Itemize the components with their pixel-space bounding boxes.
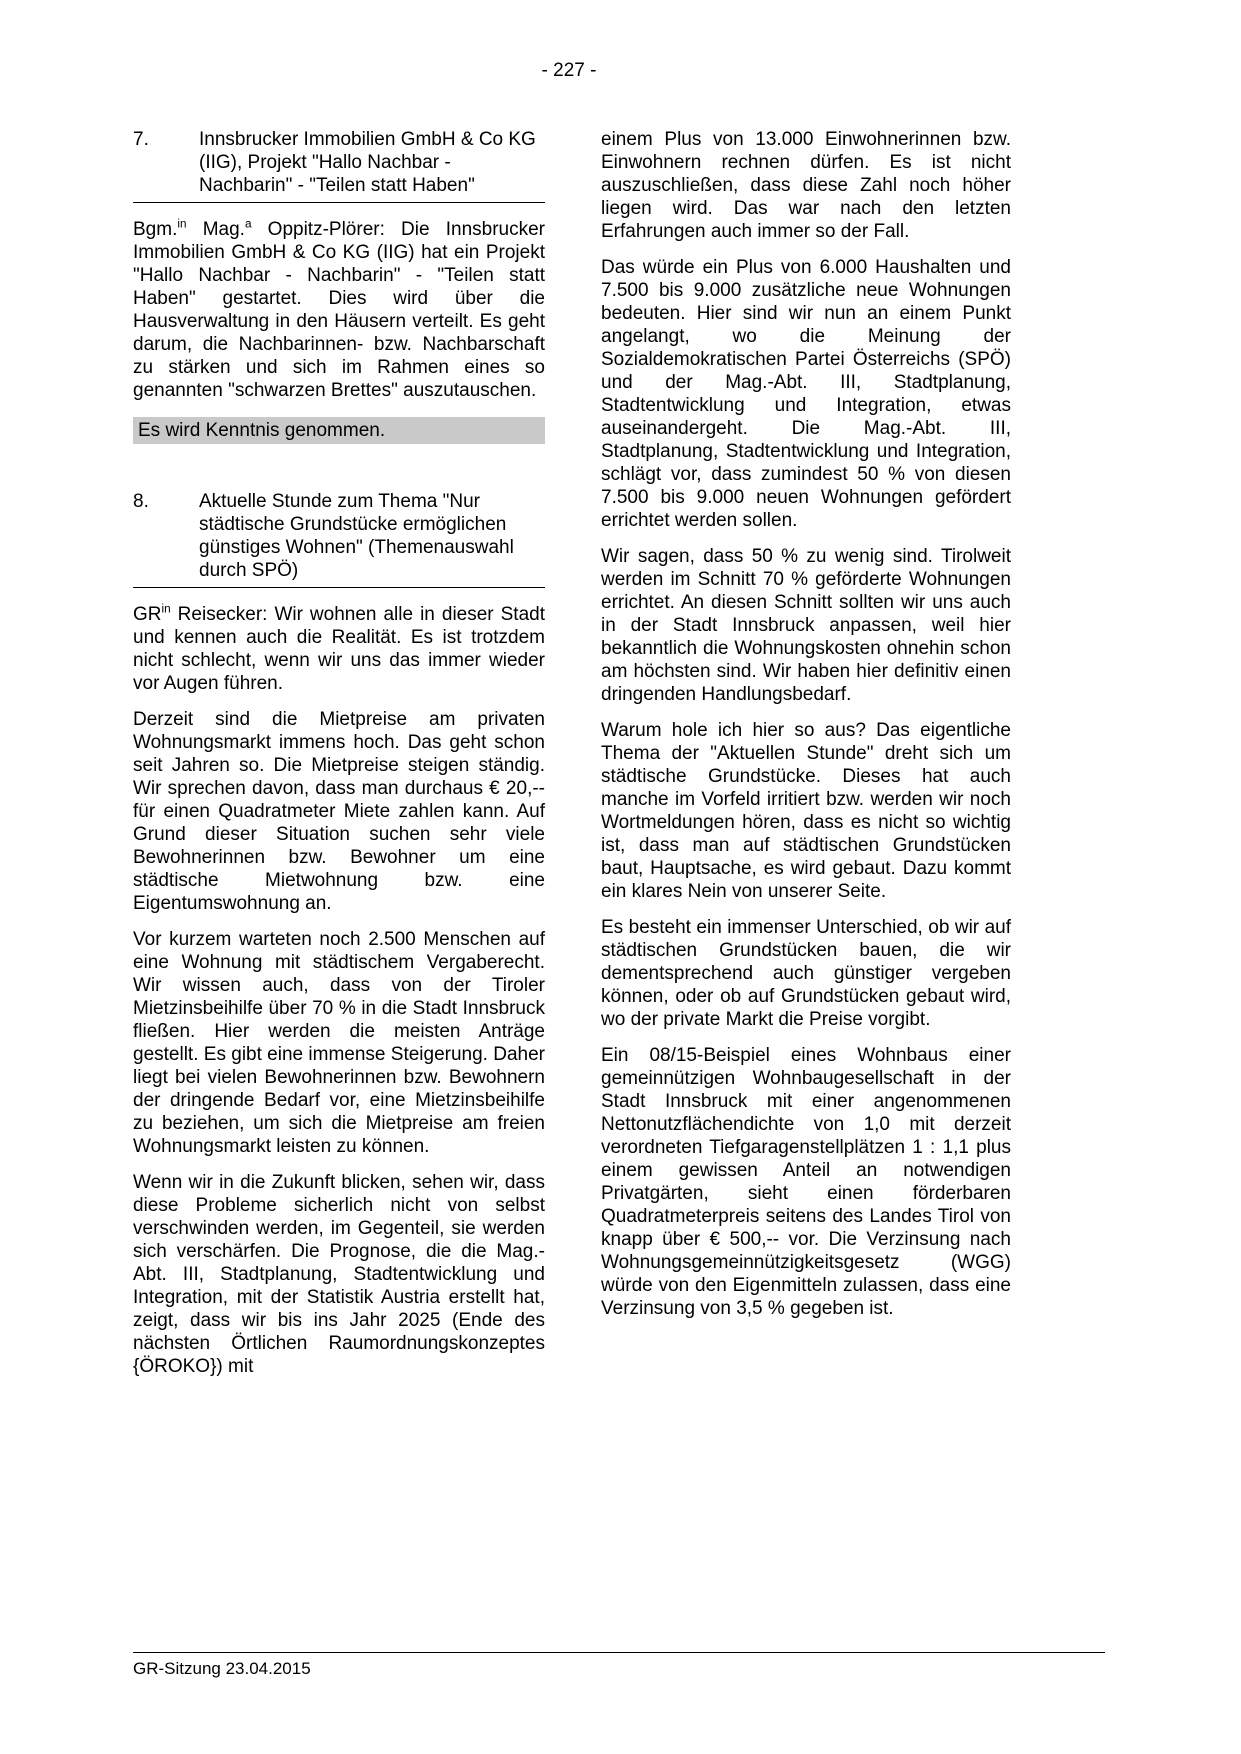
agenda-item-8 — [133, 490, 545, 1378]
speaker-name-mid: Mag. — [186, 219, 245, 240]
agenda-item-8-heading — [133, 490, 545, 588]
paragraph: Ein 08/15-Beispiel eines Wohnbaus einer gemeinnützigen Wohnbaugesellschaft in der Stadt Innsbruck mit einer angenommenen Nettonutzflächendichte von 1,0 mit derzeit verordneten Tiefgaragenstellplätzen 1 : 1,1 plus einem gewissen Anteil an notwendigen Privatgärten, sieht einen förderbaren Quadratmeterpreis seitens des Landes Tirol von knapp über € 500,-- vor. Die Verzinsung nach Wohnungsgemeinnützigkeitsgesetz (WGG) würde von den Eigenmitteln zulassen, dass eine Verzinsung von 3,5 % gegeben ist. — [601, 1045, 1011, 1319]
paragraph: Wenn wir in die Zukunft blicken, sehen wir, dass diese Probleme sicherlich nicht von selbst verschwinden werden, im Gegenteil, sie werden sich verschärfen. Die Prognose, die die Mag.-Abt. III, Stadtplanung, Stadtentwicklung und Integration, mit der Statistik Austria erstellt hat, zeigt, dass wir bis ins Jahr 2025 (Ende des nächsten Örtlichen Raumordnungskonzeptes {ÖROKO}) mit — [133, 1172, 545, 1377]
page-footer — [133, 1652, 1105, 1679]
resolution-note: Es wird Kenntnis genommen. — [133, 417, 545, 444]
speech-text: Reisecker: Wir wohnen alle in dieser Stadt und kennen auch die Realität. Es ist trotzdem nicht schlecht, wenn wir uns das immer wieder vor Augen führen. — [133, 604, 545, 694]
paragraph: Warum hole ich hier so aus? Das eigentliche Thema der "Aktuellen Stunde" dreht sich um städtische Grundstücke. Dieses hat auch manche im Vorfeld irritiert bzw. werden wir noch Wortmeldungen hören, dass es nicht so wichtig ist, dass man auf städtischen Grundstücken baut, Hauptsache, es wird gebaut. Dazu kommt ein klares Nein von unserer Seite. — [601, 720, 1011, 902]
paragraph: Das würde ein Plus von 6.000 Haushalten und 7.500 bis 9.000 zusätzliche neue Wohnungen bedeuten. Hier sind wir nun an einem Punkt angelangt, wo die Meinung der Sozialdemokratischen Partei Österreichs (SPÖ) und der Mag.-Abt. III, Stadtplanung, Stadtentwicklung und Integration, etwas auseinandergeht. Die Mag.-Abt. III, Stadtplanung, Stadtentwicklung und Integration, schlägt vor, dass zumindest 50 % von diesen 7.500 bis 9.000 neuen Wohnungen gefördert errichtet werden sollen. — [601, 257, 1011, 531]
paragraph: Vor kurzem warteten noch 2.500 Menschen auf eine Wohnung mit städtischem Vergaberecht. Wir wissen auch, dass von der Tiroler Mietzinsbeihilfe über 70 % in die Stadt Innsbruck fließen. Hier werden die meisten Anträge gestellt. Es gibt eine immense Steigerung. Daher liegt bei vielen Bewohnerinnen bzw. Bewohnern der dringende Bedarf vor, eine Mietzinsbeihilfe zu beziehen, um sich die Mietpreise am freien Wohnungsmarkt leisten zu können. — [133, 929, 545, 1157]
speech-text: Oppitz-Plörer: Die Innsbrucker Immobilien GmbH & Co KG (IIG) hat ein Projekt "Hallo Nachbar - Nachbarin" - "Teilen statt Haben" gestartet. Dies wird über die Hausverwaltung in den Häusern verteilt. Es geht darum, die Nachbarinnen- bzw. Nachbarschaft zu stärken und sich im Rahmen eines so genannten "schwarzen Brettes" auszutauschen. — [133, 219, 545, 401]
agenda-item-7-number: 7. — [133, 129, 149, 150]
paragraph: Es besteht ein immenser Unterschied, ob wir auf städtischen Grundstücken bauen, die wir dementsprechend auch günstiger vergeben können, oder ob auf Grundstücken gebaut wird, wo der private Markt die Preise vorgibt. — [601, 917, 1011, 1030]
paragraph: Wir sagen, dass 50 % zu wenig sind. Tirolweit werden im Schnitt 70 % geförderte Wohnungen errichtet. An diesen Schnitt sollten wir uns auch in der Stadt Innsbruck anpassen, weil hier bekanntlich die Wohnungskosten ohnehin schon am höchsten sind. Wir haben hier definitiv einen dringenden Handlungsbedarf. — [601, 546, 1011, 705]
agenda-item-8-number: 8. — [133, 491, 149, 512]
paragraph: Derzeit sind die Mietpreise am privaten Wohnungsmarkt immens hoch. Das geht schon seit Jahren so. Die Mietpreise steigen ständig. Wir sprechen davon, dass man durchaus € 20,-- für einen Quadratmeter Miete zahlen kann. Auf Grund dieser Situation suchen sehr viele Bewohnerinnen bzw. Bewohner um eine städtische Mietwohnung bzw. eine Eigentumswohnung an. — [133, 709, 545, 914]
agenda-item-7-title: Innsbrucker Immobilien GmbH & Co KG (IIG), Projekt "Hallo Nachbar - Nachbarin" - "Teilen statt Haben" — [199, 129, 536, 196]
agenda-item-7-heading — [133, 128, 545, 203]
speaker-title-superscript: in — [161, 602, 171, 616]
agenda-item-7 — [133, 128, 545, 444]
speaker-name-prefix: GR — [133, 604, 162, 625]
speech-paragraph-item8 — [133, 603, 545, 695]
speaker-title-superscript: a — [244, 217, 252, 231]
right-column — [601, 128, 1011, 1320]
left-column — [133, 128, 545, 1378]
speech-paragraph-item7 — [133, 218, 545, 402]
speaker-title-superscript: in — [177, 217, 187, 231]
speaker-name-prefix: Bgm. — [133, 219, 178, 240]
page-number: - 227 - — [541, 60, 597, 81]
footer-session-label: GR-Sitzung 23.04.2015 — [133, 1659, 311, 1678]
paragraph: einem Plus von 13.000 Einwohnerinnen bzw. Einwohnern rechnen dürfen. Es ist nicht auszuschließen, dass diese Zahl noch höher liegen wird. Das war nach den letzten Erfahrungen auch immer so der Fall. — [601, 129, 1011, 242]
agenda-item-8-title: Aktuelle Stunde zum Thema "Nur städtische Grundstücke ermöglichen günstiges Wohnen" (Themenauswahl durch SPÖ) — [199, 491, 514, 581]
